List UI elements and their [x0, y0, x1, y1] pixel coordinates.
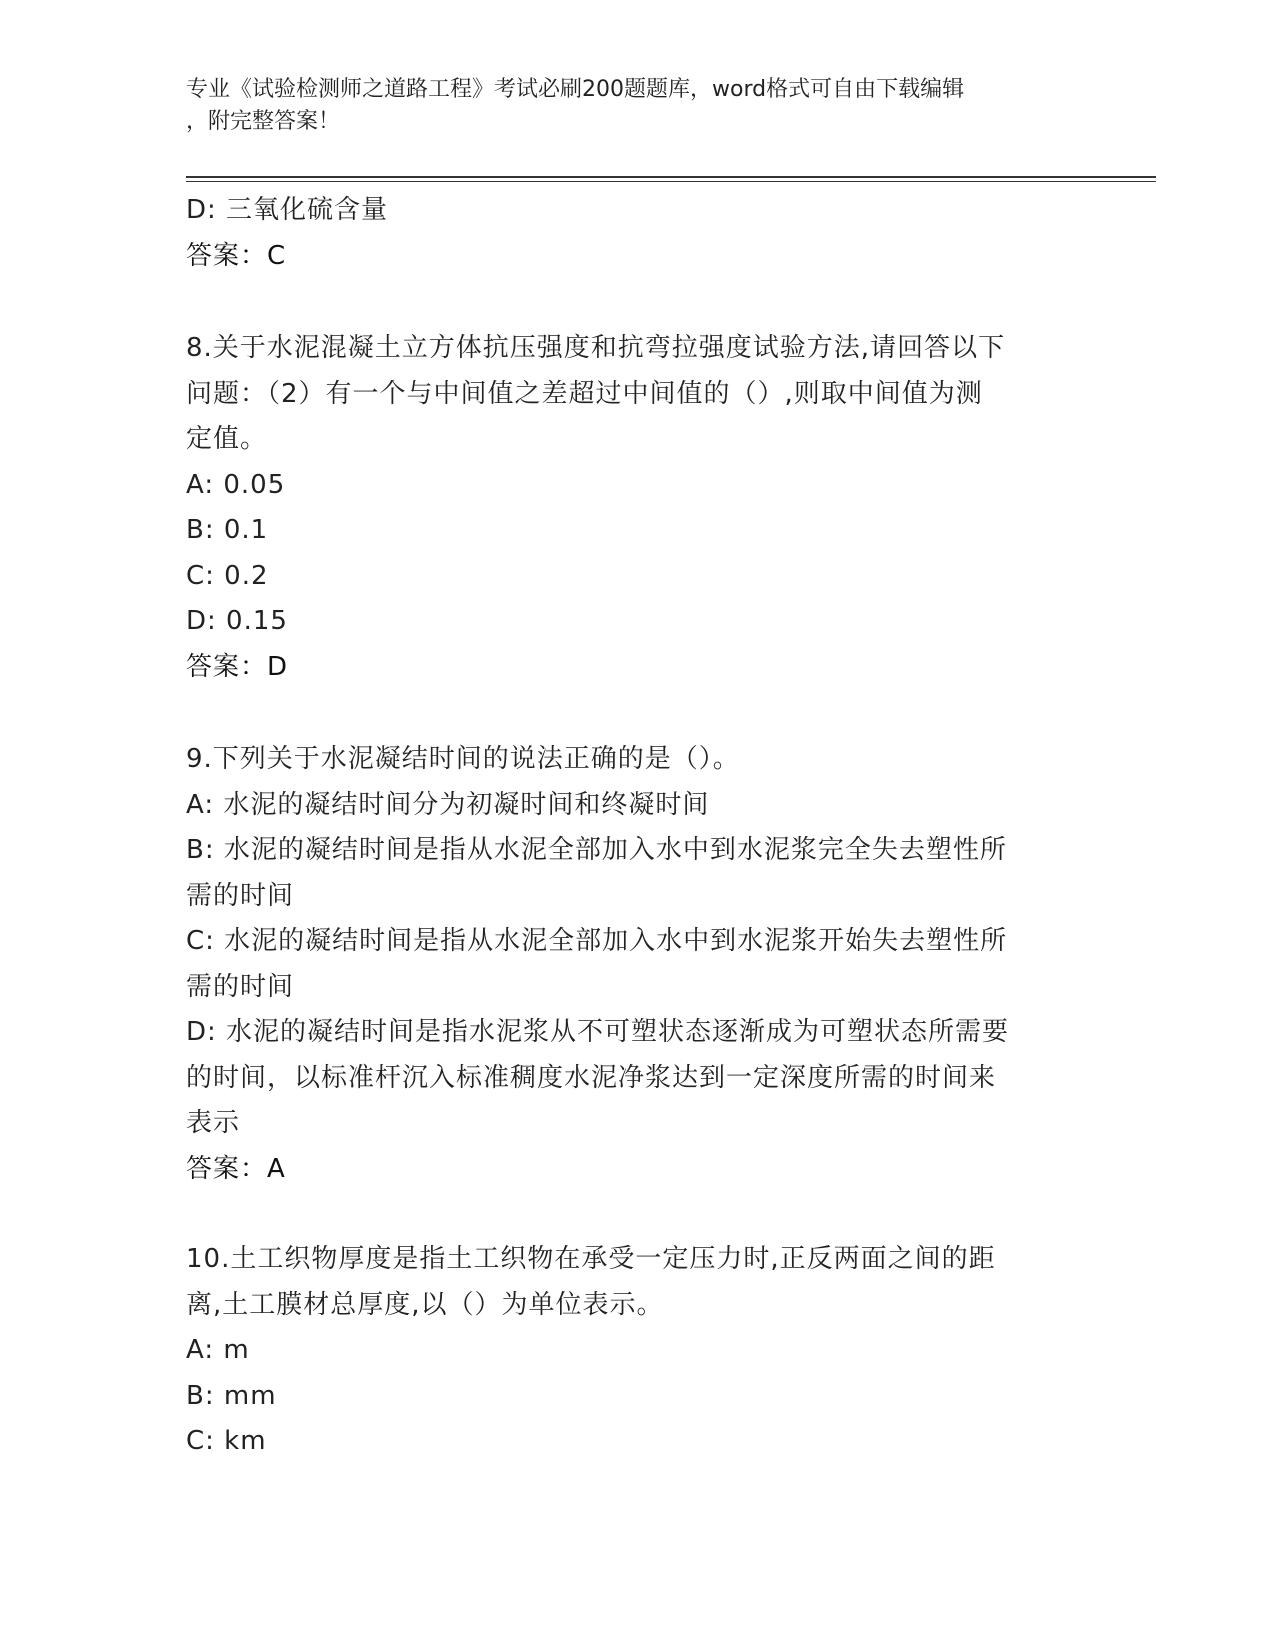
question-content [186, 188, 1086, 1465]
document-header [186, 74, 1066, 138]
spacer [186, 1192, 1086, 1237]
spacer [186, 279, 1086, 326]
q10-option-a: A: m [186, 1335, 250, 1365]
q8-option-a: A: 0.05 [186, 469, 286, 500]
q9-option-c-line-1: C: 水泥的凝结时间是指从水泥全部加入水中到水泥浆开始失去塑性所 [186, 926, 1008, 956]
q8-stem-line-2: 问题：（2）有一个与中间值之差超过中间值的（）,则取中间值为测 [186, 378, 983, 409]
q10-option-c: C: km [186, 1426, 267, 1456]
spacer [186, 690, 1086, 737]
q8-answer: 答案：D [186, 651, 289, 682]
q9-option-b-line-2: 需的时间 [186, 880, 295, 911]
q7-answer: 答案：C [186, 240, 287, 271]
q9-stem-line-1: 9.下列关于水泥凝结时间的说法正确的是（）。 [186, 744, 740, 774]
q9-option-a: A: 水泥的凝结时间分为初凝时间和终凝时间 [186, 789, 710, 820]
q9-answer: 答案：A [186, 1153, 286, 1184]
header-rule-thick [186, 176, 1156, 178]
header-line-2: ，附完整答案！ [186, 109, 341, 134]
q10-stem-line-2: 离,土工膜材总厚度,以（）为单位表示。 [186, 1289, 664, 1320]
q9-option-c-line-2: 需的时间 [186, 971, 295, 1002]
q8-option-d: D: 0.15 [186, 606, 288, 636]
q9-option-b-line-1: B: 水泥的凝结时间是指从水泥全部加入水中到水泥浆完全失去塑性所 [186, 835, 1007, 865]
q10-stem-line-1: 10.土工织物厚度是指土工织物在承受一定压力时,正反两面之间的距 [186, 1244, 996, 1274]
q9-option-d-line-1: D: 水泥的凝结时间是指水泥浆从不可塑状态逐渐成为可塑状态所需要 [186, 1017, 1010, 1047]
q8-option-b: B: 0.1 [186, 515, 269, 545]
q8-stem-line-3: 定值。 [186, 424, 268, 454]
q9-option-d-line-2: 的时间，以标准杆沉入标准稠度水泥净浆达到一定深度所需的时间来 [186, 1062, 997, 1093]
q9-option-d-line-3: 表示 [186, 1108, 241, 1138]
q7-option-d: D: 三氧化硫含量 [186, 195, 389, 225]
q10-option-b: B: mm [186, 1380, 277, 1411]
q8-stem-line-1: 8.关于水泥混凝土立方体抗压强度和抗弯拉强度试验方法,请回答以下 [186, 333, 1006, 363]
header-line-1: 专业《试验检测师之道路工程》考试必刷200题题库，word格式可自由下载编辑 [186, 77, 965, 102]
q8-option-c: C: 0.2 [186, 560, 269, 591]
header-rule-thin [186, 181, 1156, 182]
